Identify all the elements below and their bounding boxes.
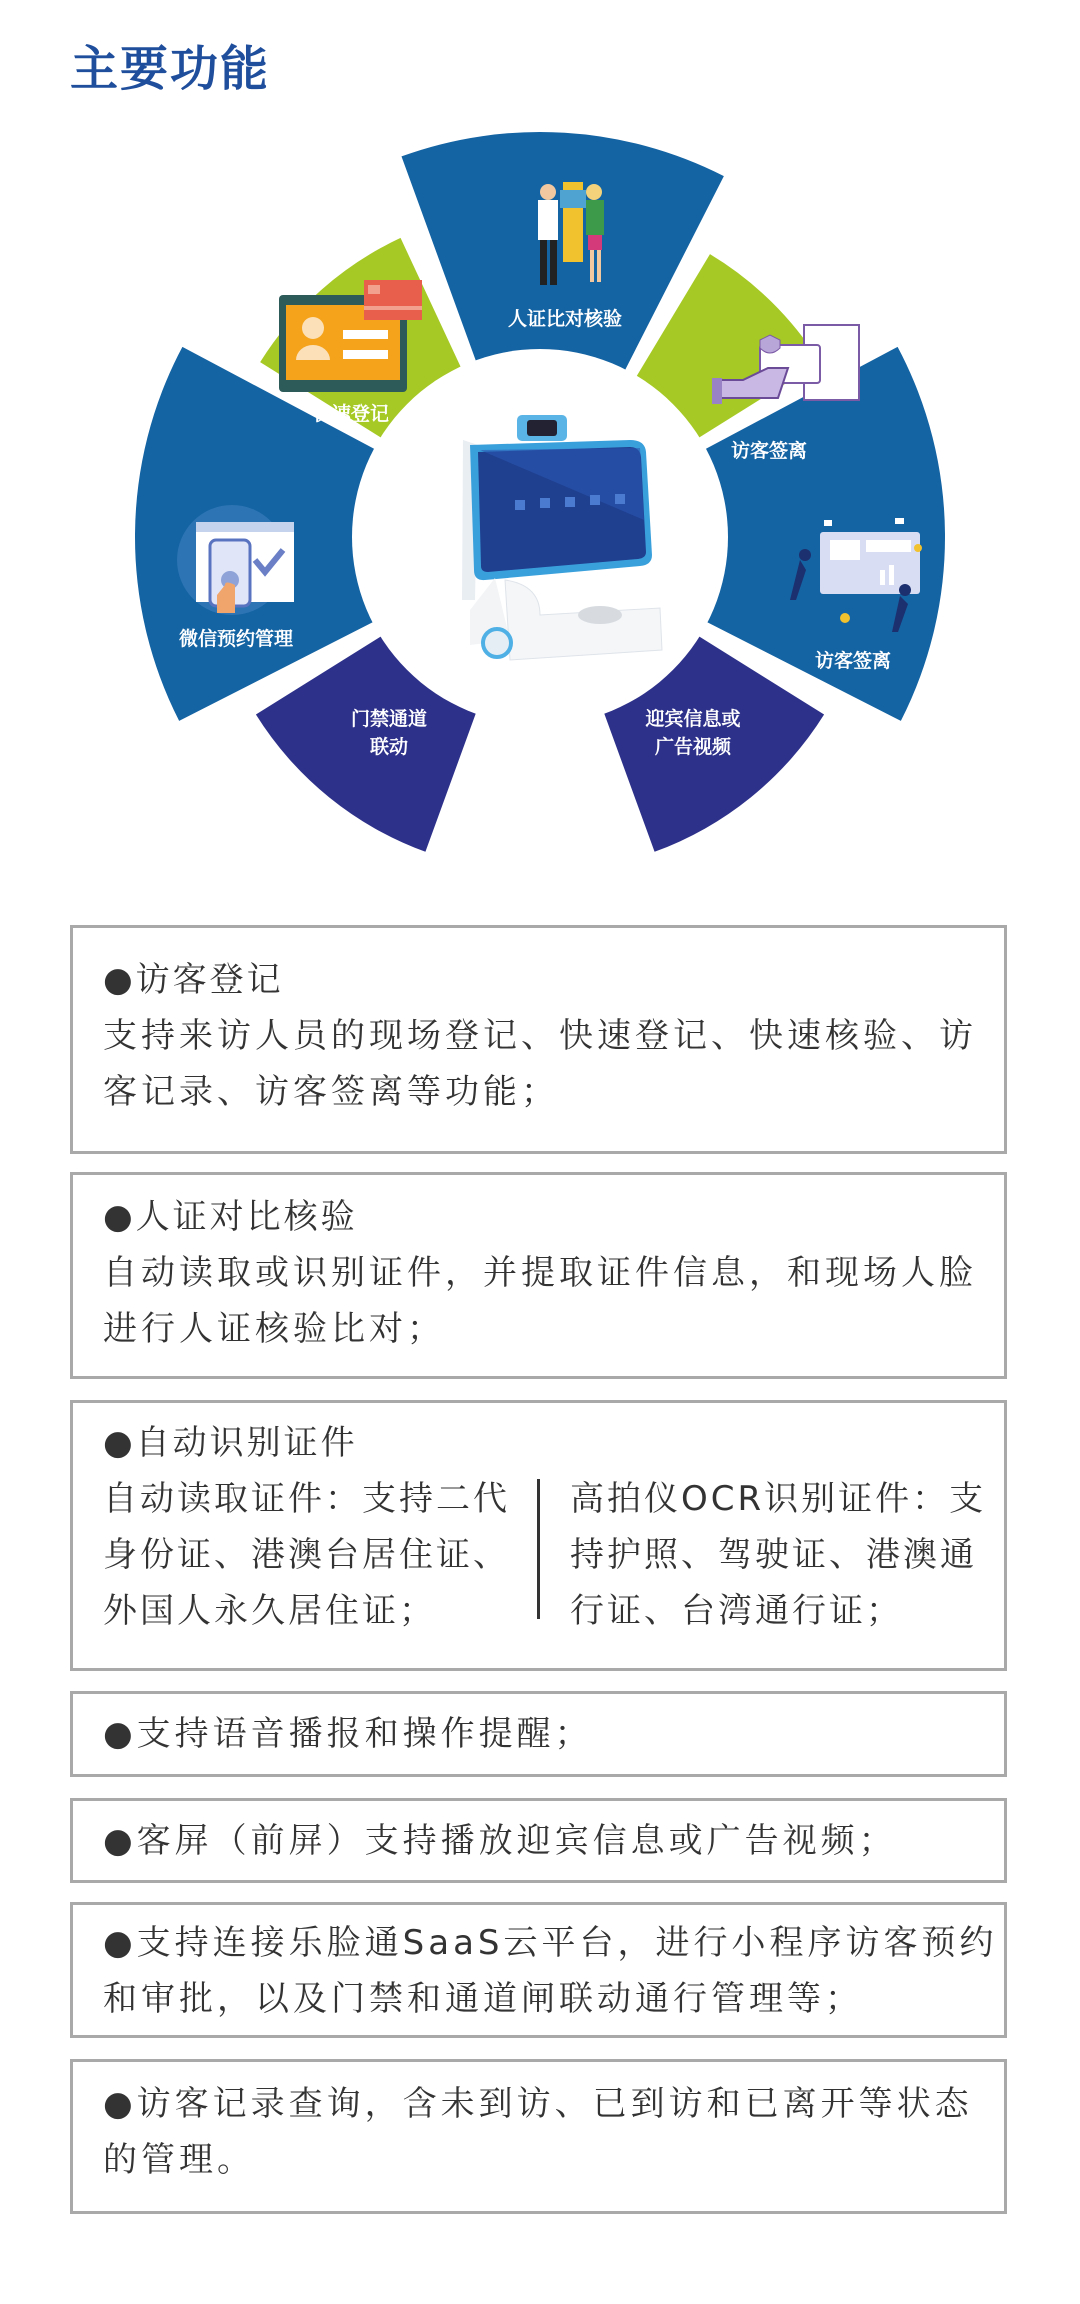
feature-text: 和审批，以及门禁和通道闸联动通行管理等； xyxy=(103,1979,863,2019)
ocr-column xyxy=(540,1471,1004,1639)
reader-column xyxy=(73,1471,537,1639)
feature-box-voice xyxy=(70,1691,1007,1777)
segment-label: 门禁通道 xyxy=(350,708,428,730)
feature-text: 支持来访人员的现场登记、快速登记、快速核验、访 xyxy=(103,1016,977,1056)
segment-label: 迎宾信息或 xyxy=(645,708,741,730)
feature-text: ●支持连接乐脸通SaaS云平台，进行小程序访客预约 xyxy=(103,1923,998,1963)
segment-label: 广告视频 xyxy=(654,736,732,758)
feature-text: 外国人永久居住证； xyxy=(103,1591,436,1631)
feature-text: 自动读取或识别证件，并提取证件信息，和现场人脸 xyxy=(103,1253,977,1293)
feature-text: 的管理。 xyxy=(103,2140,255,2180)
feature-text: 行证、台湾通行证； xyxy=(570,1591,903,1631)
segment-label: 人证比对核验 xyxy=(507,308,623,330)
feature-text: 客记录、访客签离等功能； xyxy=(103,1072,559,1112)
page-title: 主要功能 xyxy=(70,41,271,97)
feature-text: 身份证、港澳台居住证、 xyxy=(103,1535,510,1575)
feature-text: 高拍仪OCR识别证件：支 xyxy=(570,1479,987,1519)
feature-text: 进行人证核验比对； xyxy=(103,1309,445,1349)
feature-text: ●客屏（前屏）支持播放迎宾信息或广告视频； xyxy=(103,1821,897,1861)
feature-title: ●人证对比核验 xyxy=(103,1197,358,1237)
feature-box-records xyxy=(70,2059,1007,2214)
segment-label: 快速登记 xyxy=(312,403,390,425)
feature-text: 持护照、驾驶证、港澳通 xyxy=(570,1535,977,1575)
segment-label: 访客签离 xyxy=(730,440,808,462)
feature-title: ●访客登记 xyxy=(103,960,284,1000)
feature-box-visitor-registration xyxy=(70,925,1007,1154)
feature-box-id-recognition xyxy=(70,1400,1007,1671)
kiosk-device-image xyxy=(462,415,662,660)
feature-wheel xyxy=(0,0,1080,880)
feature-box-id-verification xyxy=(70,1172,1007,1379)
segment-label: 微信预约管理 xyxy=(178,628,294,650)
segment-label: 访客签离 xyxy=(814,650,892,672)
feature-box-saas xyxy=(70,1902,1007,2038)
segment-label: 联动 xyxy=(369,736,409,758)
feature-box-customer-screen xyxy=(70,1798,1007,1883)
feature-text: 自动读取证件：支持二代 xyxy=(103,1479,510,1519)
id-card-tablet-icon xyxy=(279,280,422,392)
feature-text: ●支持语音播报和操作提醒； xyxy=(103,1714,593,1754)
feature-text: ●访客记录查询，含未到访、已到访和已离开等状态 xyxy=(103,2084,973,2124)
feature-title: ●自动识别证件 xyxy=(103,1423,358,1463)
